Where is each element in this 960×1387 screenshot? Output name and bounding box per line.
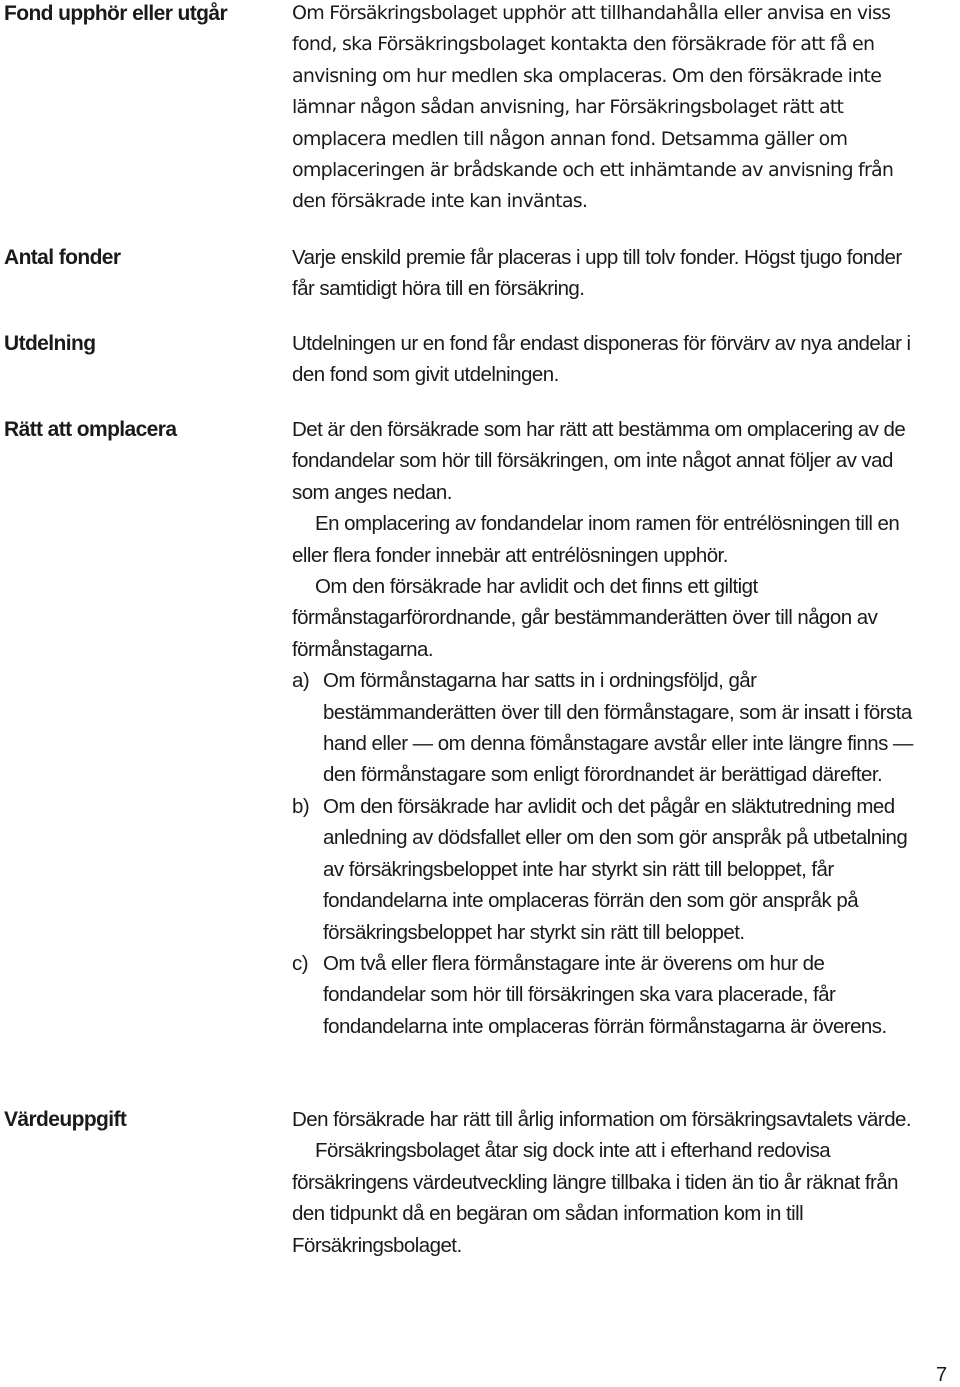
list-marker: c) — [292, 951, 308, 975]
section-body — [292, 414, 922, 1042]
paragraph: Varje enskild premie får placeras i upp till tolv fonder. Högst tjugo fonder får samtidigt höra till en försäkring. — [292, 246, 902, 301]
paragraph: Om Försäkringsbolaget upphör att tillhandahålla eller anvisa en viss fond, ska Försäkringsbolaget kontakta den försäkrade för att få en anvisning om hur medlen ska omplaceras. Om den försäkrade inte lämnar någon sådan anvisning, har Försäkringsbolaget rätt att omplacera medlen till någon annan fond. Detsamma gäller om omplaceringen är brådskande och ett inhämtande av anvisning från den försäkrade inte kan inväntas. — [292, 2, 894, 213]
page-number: 7 — [936, 1364, 948, 1386]
paragraph: En omplacering av fondandelar inom ramen för entrélösningen till en eller flera fonder innebär att entrélösningen upphör. — [292, 512, 900, 567]
section-body — [292, 242, 922, 305]
paragraph: Den försäkrade har rätt till årlig information om försäkringsavtalets värde. — [292, 1108, 912, 1131]
paragraph: Om den försäkrade har avlidit och det finns ett giltigt förmånstagarförordnande, går bestämmanderätten över till någon av förmånstagarna. — [292, 575, 878, 661]
section-body — [292, 328, 922, 391]
section-body — [292, 0, 922, 218]
list-item — [292, 791, 922, 948]
list-item — [292, 948, 922, 1042]
section-heading: Värdeuppgift — [4, 1108, 127, 1131]
section-heading: Utdelning — [4, 332, 96, 355]
section-heading: Fond upphör eller utgår — [4, 2, 228, 25]
list-marker: a) — [292, 669, 310, 693]
list-item-text: Om två eller flera förmånstagare inte är överens om hur de fondandelar som hör till försäkringen ska vara placerade, får fondandelarna inte omplaceras förrän förmånstagarna är överens. — [323, 951, 887, 1038]
paragraph: Försäkringsbolaget åtar sig dock inte att i efterhand redovisa försäkringens värdeutveckling längre tillbaka i tiden än tio år räknat från den tidpunkt då en begäran om sådan information kom in till Försäkringsbolaget. — [292, 1139, 898, 1257]
section-body — [292, 1104, 922, 1261]
section-heading: Rätt att omplacera — [4, 418, 177, 441]
paragraph: Utdelningen ur en fond får endast disponeras för förvärv av nya andelar i den fond som givit utdelningen. — [292, 332, 911, 387]
paragraph: Det är den försäkrade som har rätt att bestämma om omplacering av de fondandelar som hör till försäkringen, om inte något annat följer av vad som anges nedan. — [292, 418, 906, 504]
list-item-text: Om förmånstagarna har satts in i ordningsföljd, går bestämmanderätten över till den förmånstagare, som är insatt i första hand eller — om denna fömånstagare avstår eller inte längre finns — den förmånstagare som enligt förordnandet är berättigad därefter. — [323, 669, 913, 787]
list-marker: b) — [292, 794, 310, 818]
section-heading: Antal fonder — [4, 246, 121, 269]
list-item — [292, 665, 922, 791]
list-item-text: Om den försäkrade har avlidit och det pågår en släktutredning med anledning av dödsfallet eller om den som gör anspråk på utbetalning av försäkringsbeloppet inte har styrkt sin rätt till beloppet, får fondandelarna inte omplaceras förrän den som gör anspråk på försäkringsbeloppet har styrkt sin rätt till beloppet. — [323, 794, 908, 944]
